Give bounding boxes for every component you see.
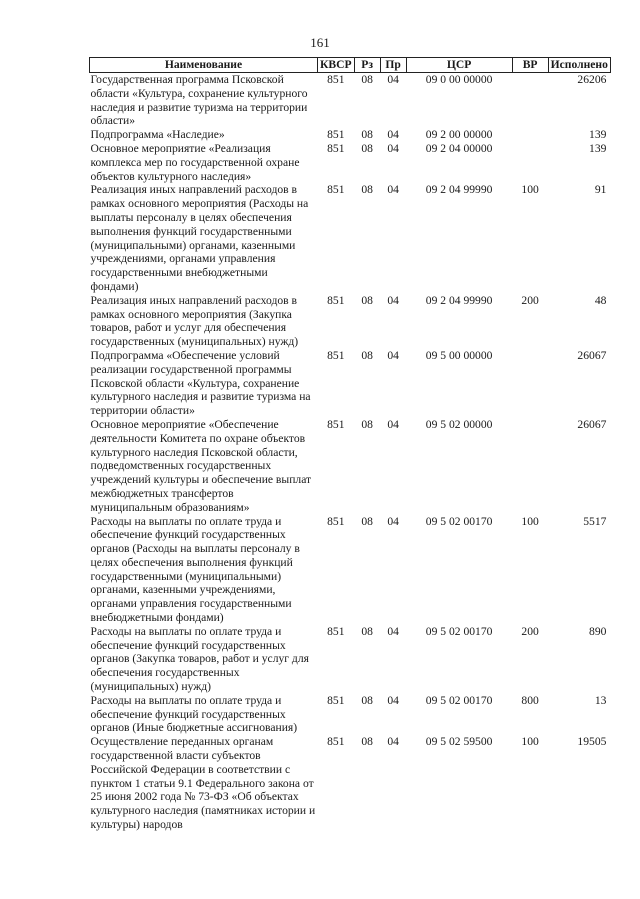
row-pr: 04 <box>387 735 399 749</box>
row-vr <box>512 349 548 418</box>
row-rz: 08 <box>361 417 373 431</box>
row-csr: 09 2 04 99990 <box>425 293 493 307</box>
row-amount: 26206 <box>577 73 607 86</box>
row-kvsr: 851 <box>327 348 345 362</box>
row-amount: 5517 <box>583 514 607 528</box>
header-amount: Исполнено <box>548 58 610 73</box>
row-kvsr: 851 <box>327 693 345 707</box>
row-name: Реализация иных направлений расходов в рамках основного мероприятия (Закупка товаров, работ и услуг для обеспечения государственных (муниципальных) нужд) <box>90 293 299 349</box>
row-kvsr: 851 <box>327 624 345 638</box>
row-name: Основное мероприятие «Обеспечение деятельности Комитета по охране объектов культурного наследия Псковской области, подведомственных государственных учреждений культуры и обеспечение выплат межбюджетных трансфертов муниципальным образованиям» <box>90 417 312 514</box>
row-csr: 09 2 04 00000 <box>425 141 493 155</box>
row-pr: 04 <box>387 183 399 197</box>
row-name: Расходы на выплаты по оплате труда и обеспечение функций государственных органов (Закупка товаров, работ и услуг для обеспечения государственных (муниципальных) нужд) <box>90 624 309 694</box>
row-amount: 890 <box>589 624 607 638</box>
row-rz: 08 <box>361 735 373 749</box>
table-row <box>90 694 611 735</box>
table-header-row <box>90 58 611 73</box>
budget-execution-table <box>89 57 611 832</box>
row-pr: 04 <box>387 348 399 362</box>
row-pr: 04 <box>387 141 399 155</box>
table-row <box>90 349 611 418</box>
row-pr: 04 <box>387 417 399 431</box>
row-vr <box>512 128 548 142</box>
row-rz: 08 <box>361 693 373 707</box>
row-vr <box>512 142 548 183</box>
table-row <box>90 294 611 349</box>
header-csr: ЦСР <box>406 58 512 73</box>
row-csr: 09 5 02 59500 <box>425 735 493 749</box>
row-vr: 100 <box>521 735 539 749</box>
row-kvsr: 851 <box>327 141 345 155</box>
row-csr: 09 2 04 99990 <box>425 183 493 197</box>
row-name: Подпрограмма «Обеспечение условий реализации государственной программы Псковской области «Культура, сохранение культурного наследия и развитие туризма на территории области» <box>90 348 311 418</box>
page-number: 161 <box>310 35 330 50</box>
row-amount: 13 <box>594 693 607 707</box>
row-amount: 48 <box>594 293 607 307</box>
row-rz: 08 <box>361 141 373 155</box>
row-vr: 800 <box>521 693 539 707</box>
row-amount: 91 <box>594 183 607 197</box>
header-name: Наименование <box>90 58 318 73</box>
row-name: Расходы на выплаты по оплате труда и обеспечение функций государственных органов (Иные бюджетные ассигнования) <box>90 693 298 735</box>
row-amount: 26067 <box>577 348 607 362</box>
row-kvsr: 851 <box>327 417 345 431</box>
row-kvsr: 851 <box>327 293 345 307</box>
table-row <box>90 418 611 515</box>
header-vr: ВР <box>512 58 548 73</box>
table-row <box>90 515 611 625</box>
row-pr: 04 <box>387 514 399 528</box>
row-rz: 08 <box>361 348 373 362</box>
row-csr: 09 5 02 00170 <box>425 693 493 707</box>
table-row <box>90 625 611 694</box>
row-amount: 139 <box>589 141 607 155</box>
row-kvsr: 851 <box>327 73 345 86</box>
row-rz: 08 <box>361 624 373 638</box>
row-name: Основное мероприятие «Реализация комплекса мер по государственной охране объектов культурного наследия» <box>90 141 300 183</box>
row-csr: 09 5 02 00000 <box>425 417 493 431</box>
row-csr: 09 0 00 00000 <box>425 73 493 86</box>
table-row <box>90 142 611 183</box>
row-vr: 100 <box>521 183 539 197</box>
row-rz: 08 <box>361 73 373 86</box>
row-amount: 26067 <box>577 417 607 431</box>
header-kvsr: КВСР <box>318 58 355 73</box>
row-vr: 100 <box>521 514 539 528</box>
row-kvsr: 851 <box>327 183 345 197</box>
row-kvsr: 851 <box>327 514 345 528</box>
row-vr <box>512 73 548 129</box>
table-row <box>90 183 611 293</box>
row-vr: 200 <box>521 293 539 307</box>
table-body <box>90 73 611 832</box>
table-row <box>90 735 611 832</box>
row-rz: 08 <box>361 514 373 528</box>
row-csr: 09 5 02 00170 <box>425 624 493 638</box>
row-vr <box>512 418 548 515</box>
row-name: Государственная программа Псковской области «Культура, сохранение культурного наследия и развитие туризма на территории области» <box>90 73 308 128</box>
row-name: Расходы на выплаты по оплате труда и обеспечение функций государственных органов (Расходы на выплаты персоналу в целях обеспечения выполнения функций государственными (муниципальными) органами, казенными учреждениями, органами управления государственными внебюджетными фондами) <box>90 514 300 625</box>
row-csr: 09 5 02 00170 <box>425 514 493 528</box>
row-csr: 09 2 00 00000 <box>425 128 493 142</box>
row-pr: 04 <box>387 73 399 86</box>
row-pr: 04 <box>387 293 399 307</box>
row-name: Подпрограмма «Наследие» <box>90 128 225 142</box>
row-rz: 08 <box>361 183 373 197</box>
row-kvsr: 851 <box>327 128 345 142</box>
row-pr: 04 <box>387 624 399 638</box>
row-amount: 19505 <box>577 735 607 749</box>
row-name: Реализация иных направлений расходов в рамках основного мероприятия (Расходы на выплаты персоналу в целях обеспечения выполнения функций государственными (муниципальными) органами, казенными учреждениями, органами управления государственными внебюджетными фондами) <box>90 183 309 293</box>
row-kvsr: 851 <box>327 735 345 749</box>
header-rz: Рз <box>354 58 380 73</box>
row-rz: 08 <box>361 293 373 307</box>
row-csr: 09 5 00 00000 <box>425 348 493 362</box>
row-pr: 04 <box>387 693 399 707</box>
row-vr: 200 <box>521 624 539 638</box>
row-rz: 08 <box>361 128 373 142</box>
header-pr: Пр <box>380 58 406 73</box>
row-name: Осуществление переданных органам государственной власти субъектов Российской Федерации в соответствии с пунктом 1 статьи 9.1 Федерального закона от 25 июня 2002 года № 73-ФЗ «Об объектах культурного наследия (памятниках истории и культуры) народов <box>90 735 316 832</box>
table-row <box>90 128 611 142</box>
row-pr: 04 <box>387 128 399 142</box>
table-row <box>90 73 611 129</box>
row-amount: 139 <box>589 128 607 142</box>
